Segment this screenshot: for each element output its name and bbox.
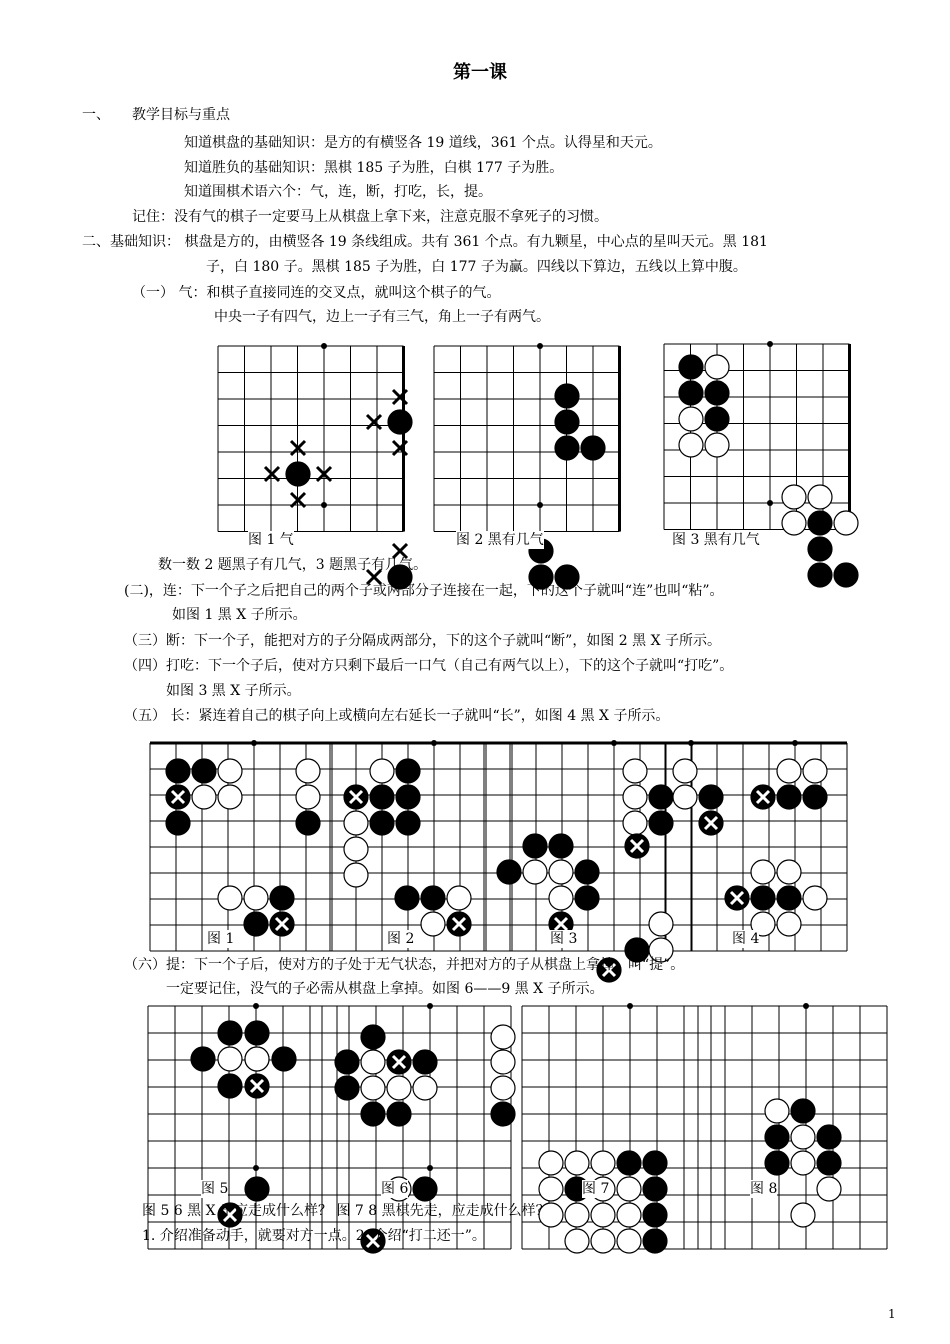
- section-1-number: 一、: [82, 107, 110, 123]
- white-stone: [296, 785, 320, 809]
- star-point: [792, 740, 798, 746]
- black-stone: [388, 410, 412, 434]
- white-stone: [751, 860, 775, 884]
- black-stone: [705, 381, 729, 405]
- black-stone: [396, 785, 420, 809]
- go-board: [218, 343, 404, 532]
- qi-text: 中央一子有四气，边上一子有三气，角上一子有两气。: [214, 309, 550, 325]
- black-stone: [699, 785, 723, 809]
- white-stone: [539, 1177, 563, 1201]
- white-stone: [296, 759, 320, 783]
- black-stone: [370, 811, 394, 835]
- star-point: [767, 341, 773, 347]
- black-stone: [218, 1074, 242, 1098]
- caption-r3-3: 图 7: [582, 1181, 610, 1197]
- dachi-text-2: 如图 3 黑 X 子所示。: [166, 683, 301, 699]
- black-stone: [244, 912, 268, 936]
- white-stone: [782, 511, 806, 535]
- white-stone: [791, 1203, 815, 1227]
- black-stone: [808, 537, 832, 561]
- white-stone: [361, 1076, 385, 1100]
- black-stone: [286, 462, 310, 486]
- caption-r1-3: 图 3 黑有几气: [672, 532, 760, 548]
- black-stone: [166, 811, 190, 835]
- black-stone: [370, 785, 394, 809]
- white-stone: [591, 1151, 615, 1175]
- white-stone: [765, 1099, 789, 1123]
- black-stone: [270, 886, 294, 910]
- black-stone: [166, 759, 190, 783]
- black-stone: [421, 886, 445, 910]
- white-stone: [491, 1050, 515, 1074]
- page-number: 1: [888, 1307, 896, 1321]
- white-stone: [491, 1025, 515, 1049]
- white-stone: [344, 837, 368, 861]
- x-mark: [367, 415, 381, 429]
- black-stone: [649, 785, 673, 809]
- star-point: [688, 740, 694, 746]
- black-stone: [335, 1050, 359, 1074]
- black-stone: [245, 1177, 269, 1201]
- caption-r1-2: 图 2 黑有几气: [456, 532, 544, 548]
- black-stone: [497, 860, 521, 884]
- star-point: [767, 500, 773, 506]
- white-stone: [539, 1151, 563, 1175]
- black-stone: [555, 410, 579, 434]
- basics-line-2: 子，白 180 子。黑棋 185 子为胜，白 177 子为赢。四线以下算边，五线以上算中腹。: [206, 259, 747, 275]
- goal-note: 记住：没有气的棋子一定要马上从棋盘上拿下来，注意克服不拿死子的习惯。: [132, 209, 608, 225]
- black-stone: [335, 1076, 359, 1100]
- black-stone: [272, 1047, 296, 1071]
- white-stone: [673, 785, 697, 809]
- black-stone: [413, 1177, 437, 1201]
- white-stone: [623, 759, 647, 783]
- white-stone: [491, 1076, 515, 1100]
- goal-line-3: 知道围棋术语六个：气，连，断，打吃，长，提。: [184, 184, 492, 200]
- white-stone: [218, 1047, 242, 1071]
- white-stone: [370, 759, 394, 783]
- star-point: [253, 1003, 259, 1009]
- black-stone: [808, 563, 832, 587]
- black-stone: [555, 436, 579, 460]
- black-stone: [817, 1151, 841, 1175]
- star-point: [427, 1003, 433, 1009]
- star-point: [537, 343, 543, 349]
- black-stone: [581, 436, 605, 460]
- black-stone: [395, 886, 419, 910]
- white-stone: [617, 1177, 641, 1201]
- white-stone: [413, 1076, 437, 1100]
- black-stone: [575, 886, 599, 910]
- star-point: [251, 740, 257, 746]
- star-point: [431, 740, 437, 746]
- caption-r2-2: 图 2: [387, 931, 415, 947]
- white-stone: [244, 886, 268, 910]
- white-stone: [679, 407, 703, 431]
- black-stone: [808, 511, 832, 535]
- white-stone: [523, 860, 547, 884]
- white-stone: [777, 860, 801, 884]
- black-stone: [555, 384, 579, 408]
- caption-r2-3: 图 3: [550, 931, 578, 947]
- black-stone: [523, 834, 547, 858]
- section-1-heading: 教学目标与重点: [132, 107, 230, 123]
- ti-text: （六）提：下一个子后，使对方的子处于无气状态，并把对方的子从棋盘上拿掉，叫“提”。: [124, 957, 685, 973]
- duan-text: （三）断：下一个子，能把对方的子分隔成两部分，下的这个子就叫“断”，如图 2 黑 X 子所示。: [124, 633, 721, 649]
- black-stone: [791, 1099, 815, 1123]
- question-line-1: 图 5 6 黑 X 子应走成什么样？ 图 7 8 黑棋先走，应走成什么样？: [142, 1203, 550, 1219]
- star-point: [611, 740, 617, 746]
- black-stone: [777, 886, 801, 910]
- black-stone: [765, 1125, 789, 1149]
- black-stone: [192, 759, 216, 783]
- black-stone: [777, 785, 801, 809]
- white-stone: [705, 433, 729, 457]
- dachi-text: （四）打吃：下一个子后，使对方只剩下最后一口气（自己有两气以上），下的这个子就叫“打吃”。: [124, 658, 734, 674]
- white-stone: [673, 759, 697, 783]
- white-stone: [777, 759, 801, 783]
- white-stone: [705, 355, 729, 379]
- caption-r3-2: 图 6: [381, 1181, 409, 1197]
- goal-line-1: 知道棋盘的基础知识：是方的有横竖各 19 道线，361 个点。认得星和天元。: [184, 135, 662, 151]
- black-stone: [649, 811, 673, 835]
- white-stone: [791, 1125, 815, 1149]
- question-line-2: 1. 介绍准备动手，就要对方一点。2. 介绍“打二还一”。: [142, 1228, 486, 1244]
- star-point: [627, 1003, 633, 1009]
- black-stone: [643, 1177, 667, 1201]
- white-stone: [803, 886, 827, 910]
- white-stone: [834, 511, 858, 535]
- white-stone: [565, 1203, 589, 1227]
- white-stone: [361, 1050, 385, 1074]
- black-stone: [679, 381, 703, 405]
- white-stone: [623, 811, 647, 835]
- white-stone: [344, 811, 368, 835]
- black-stone: [296, 811, 320, 835]
- white-stone: [218, 759, 242, 783]
- white-stone: [549, 886, 573, 910]
- lian-text-2: 如图 1 黑 X 子所示。: [172, 607, 307, 623]
- white-stone: [565, 1151, 589, 1175]
- white-stone: [817, 1177, 841, 1201]
- white-stone: [591, 1229, 615, 1253]
- page-title: 第一课: [453, 62, 507, 83]
- star-point: [427, 1165, 433, 1171]
- white-stone: [549, 860, 573, 884]
- white-stone: [192, 785, 216, 809]
- white-stone: [782, 485, 806, 509]
- white-stone: [218, 785, 242, 809]
- white-stone: [803, 759, 827, 783]
- black-stone: [679, 355, 703, 379]
- white-stone: [617, 1203, 641, 1227]
- white-stone: [617, 1229, 641, 1253]
- star-point: [253, 1165, 259, 1171]
- black-stone: [396, 759, 420, 783]
- black-stone: [361, 1102, 385, 1126]
- white-stone: [218, 886, 242, 910]
- basics-line-1: 二、基础知识： 棋盘是方的，由横竖各 19 条线组成。共有 361 个点。有九颗星，中心点的星叫天元。黑 181: [82, 234, 768, 250]
- white-stone: [344, 863, 368, 887]
- black-stone: [643, 1203, 667, 1227]
- white-stone: [649, 912, 673, 936]
- black-stone: [705, 407, 729, 431]
- white-stone: [679, 433, 703, 457]
- caption-r2-4: 图 4: [732, 931, 760, 947]
- count-text: 数一数 2 题黑子有几气，3 题黑子有几气。: [158, 557, 428, 573]
- black-stone: [834, 563, 858, 587]
- black-stone: [751, 886, 775, 910]
- black-stone: [387, 1102, 411, 1126]
- qi-heading: （一） 气：和棋子直接同连的交叉点，就叫这个棋子的气。: [132, 285, 501, 301]
- caption-r2-1: 图 1: [207, 931, 235, 947]
- white-stone: [791, 1151, 815, 1175]
- black-stone: [765, 1151, 789, 1175]
- white-stone: [777, 912, 801, 936]
- black-stone: [191, 1047, 215, 1071]
- black-stone: [549, 834, 573, 858]
- black-stone: [491, 1102, 515, 1126]
- white-stone: [447, 886, 471, 910]
- chang-text: （五） 长：紧连着自己的棋子向上或横向左右延长一子就叫“长”，如图 4 黑 X 子所示。: [124, 708, 670, 724]
- black-stone: [396, 811, 420, 835]
- white-stone: [808, 485, 832, 509]
- black-stone: [361, 1025, 385, 1049]
- white-stone: [387, 1076, 411, 1100]
- white-stone: [591, 1203, 615, 1227]
- star-point: [537, 502, 543, 508]
- star-point: [321, 343, 327, 349]
- black-stone: [643, 1151, 667, 1175]
- caption-r3-1: 图 5: [201, 1181, 229, 1197]
- black-stone: [575, 860, 599, 884]
- white-stone: [565, 1229, 589, 1253]
- star-point: [803, 1003, 809, 1009]
- caption-r3-4: 图 8: [750, 1181, 778, 1197]
- goal-line-2: 知道胜负的基础知识：黑棋 185 子为胜，白棋 177 子为胜。: [184, 160, 564, 176]
- caption-r1-1: 图 1 气: [248, 532, 294, 548]
- black-stone: [617, 1151, 641, 1175]
- white-stone: [623, 785, 647, 809]
- white-stone: [245, 1047, 269, 1071]
- white-stone: [421, 912, 445, 936]
- ti-text-2: 一定要记住，没气的子必需从棋盘上拿掉。如图 6——9 黑 X 子所示。: [166, 981, 604, 997]
- black-stone: [413, 1050, 437, 1074]
- black-stone: [218, 1021, 242, 1045]
- black-stone: [803, 785, 827, 809]
- black-stone: [817, 1125, 841, 1149]
- black-stone: [245, 1021, 269, 1045]
- lian-text: (二)，连：下一个子之后把自己的两个子或两部分子连接在一起，下的这个子就叫“连”也叫“粘”。: [124, 583, 724, 599]
- black-stone: [643, 1229, 667, 1253]
- star-point: [321, 502, 327, 508]
